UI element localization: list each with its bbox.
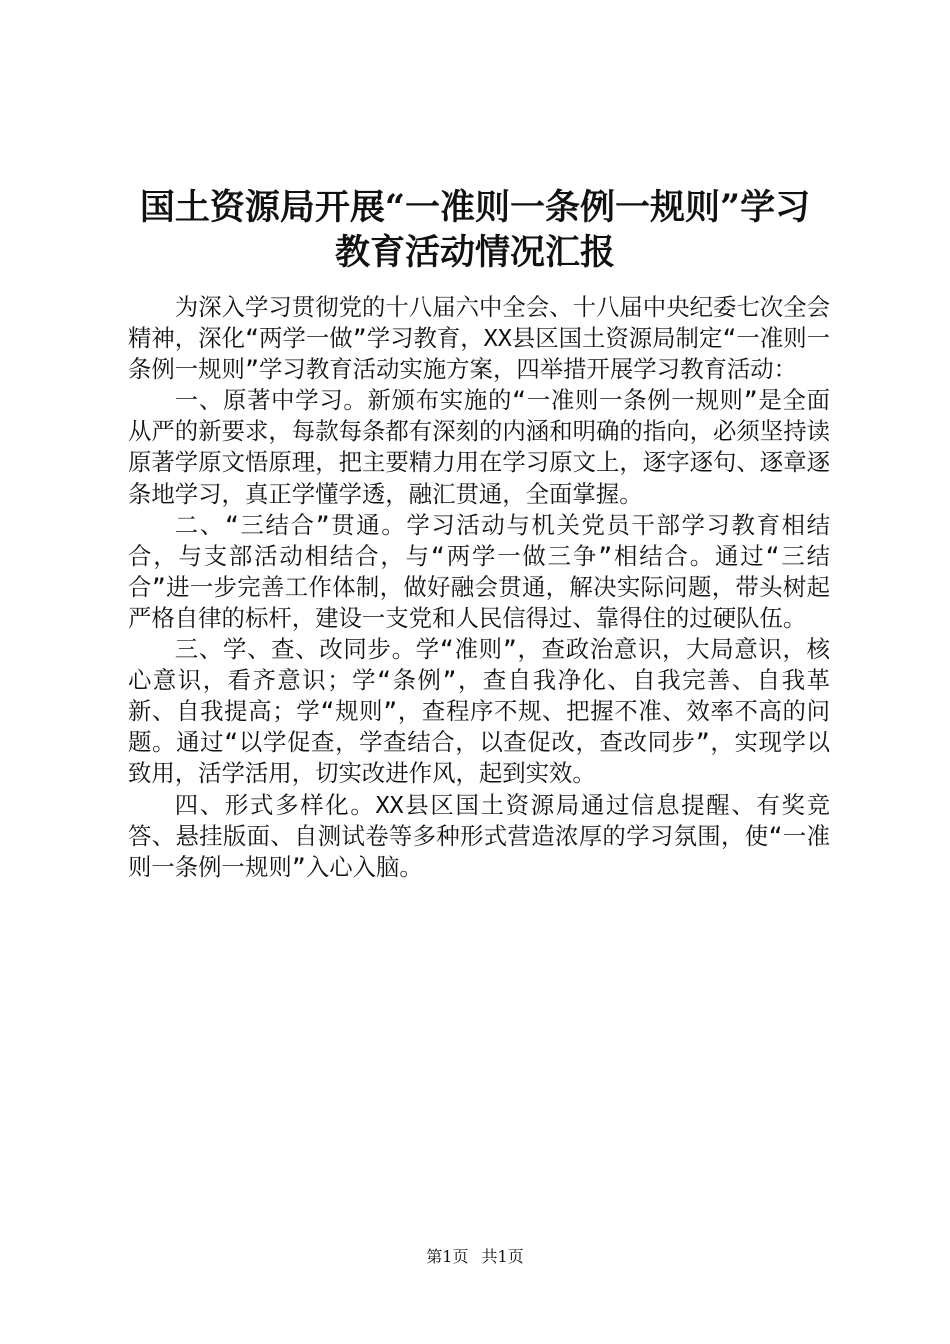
page-number: 第1页: [426, 1247, 469, 1266]
paragraph-section-2: 二、“三结合”贯通。学习活动与机关党员干部学习教育相结合，与支部活动相结合，与“两学一做三争”相结合。通过“三结合”进一步完善工作体制，做好融会贯通，解决实际问题，带头树起严格自律的标杆，建设一支党和人民信得过、靠得住的过硬队伍。: [128, 510, 830, 632]
paragraph-section-4: 四、形式多样化。XX县区国土资源局通过信息提醒、有奖竞答、悬挂版面、自测试卷等多种形式营造浓厚的学习氛围，使“一准则一条例一规则”入心入脑。: [128, 790, 830, 881]
paragraph-section-1: 一、原著中学习。新颁布实施的“一准则一条例一规则”是全面从严的新要求，每款每条都有深刻的内涵和明确的指向，必须坚持读原著学原文悟原理，把主要精力用在学习原文上，逐字逐句、逐章逐条地学习，真正学懂学透，融汇贯通，全面掌握。: [128, 386, 830, 508]
document-title-line-1: 国土资源局开展“一准则一条例一规则”学习: [139, 187, 811, 228]
paragraph-section-3: 三、学、查、改同步。学“准则”，查政治意识，大局意识，核心意识，看齐意识；学“条例”，查自我净化、自我完善、自我革新、自我提高；学“规则”，查程序不规、把握不准、效率不高的问题。通过“以学促查，学查结合，以查促改，查改同步”，实现学以致用，活学活用，切实改进作风，起到实效。: [128, 635, 830, 788]
document-body: [128, 292, 830, 883]
page-footer: [0, 1244, 950, 1267]
page-total: 共1页: [481, 1247, 524, 1266]
document-title-line-2: 教育活动情况汇报: [334, 232, 615, 273]
paragraph-intro: 为深入学习贯彻党的十八届六中全会、十八届中央纪委七次全会精神，深化“两学一做”学习教育，XX县区国土资源局制定“一准则一条例一规则”学习教育活动实施方案，四举措开展学习教育活动：: [128, 293, 830, 384]
